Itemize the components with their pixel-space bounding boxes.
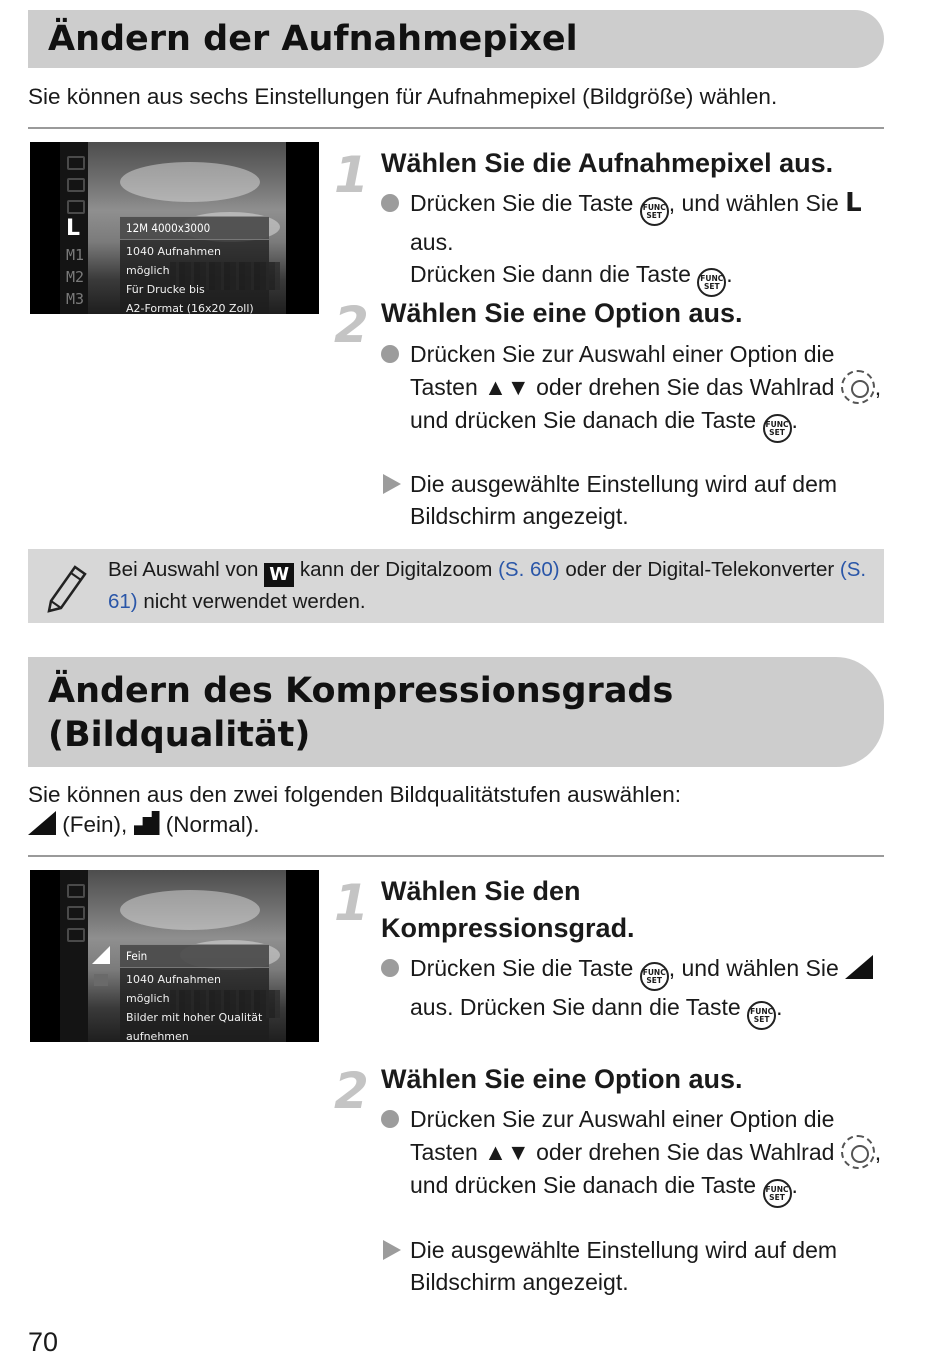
screen-info-box	[120, 216, 269, 314]
wide-size-icon: W	[264, 563, 294, 587]
screen-info-header: Fein	[120, 945, 269, 968]
instruction-bullet	[381, 1103, 890, 1208]
result-bullet	[381, 468, 890, 533]
screen-info-line: aufnehmen	[126, 1030, 189, 1042]
func-set-button-icon: FUNC SET	[747, 1001, 776, 1030]
bullet-icon	[381, 194, 399, 212]
menu-icon	[67, 178, 85, 192]
step-number: 2	[334, 296, 369, 354]
instruction-bullet	[381, 952, 890, 1030]
fine-quality-icon	[845, 955, 873, 979]
step-number: 1	[334, 146, 369, 204]
instruction-text: Drücken Sie zur Auswahl einer Option die Tasten ▲▼ oder drehen Sie das Wahlrad , und drücken Sie danach die Taste FUNC SET .	[410, 1103, 890, 1208]
screen-info-line: 1040 Aufnahmen möglich	[126, 245, 221, 277]
normal-quality-icon	[134, 811, 160, 835]
fine-quality-icon	[92, 946, 110, 964]
instruction-text: Drücken Sie die Taste FUNC SET , und wählen Sie L aus. Drücken Sie dann die Taste FUNC SET .	[410, 187, 890, 297]
bullet-icon	[381, 345, 399, 363]
divider	[28, 855, 884, 857]
step-title: Wählen Sie den Kompressionsgrad.	[381, 876, 635, 943]
step-title: Wählen Sie eine Option aus.	[381, 1064, 743, 1094]
screen-info-body	[120, 240, 269, 314]
page-number: 70	[28, 1327, 59, 1357]
control-dial-icon	[841, 1135, 875, 1169]
instruction-text: Drücken Sie die Taste FUNC SET , und wählen Sie aus. Drücken Sie dann die Taste FUNC SET .	[410, 952, 890, 1030]
page-link[interactable]: (S. 61)	[108, 558, 867, 613]
step-title: Wählen Sie eine Option aus.	[381, 298, 743, 328]
func-set-button-icon: FUNC SET	[763, 414, 792, 443]
bullet-icon	[381, 959, 399, 977]
menu-item: M3	[66, 290, 85, 308]
menu-icon	[67, 200, 85, 214]
instruction-text: Drücken Sie zur Auswahl einer Option die Tasten ▲▼ oder drehen Sie das Wahlrad , und drücken Sie danach die Taste FUNC SET .	[410, 338, 890, 443]
section-intro: Sie können aus den zwei folgenden Bildqualitätstufen auswählen: (Fein), (Normal).	[28, 782, 681, 837]
screen-info-line: Für Drucke bis	[126, 283, 205, 296]
section-intro: Sie können aus sechs Einstellungen für Aufnahmepixel (Bildgröße) wählen.	[28, 84, 778, 109]
menu-icon	[67, 906, 85, 920]
menu-item-selected: L	[66, 216, 81, 241]
menu-item: M1	[66, 246, 85, 264]
camera-screen-image	[30, 142, 319, 314]
result-text: Die ausgewählte Einstellung wird auf dem Bildschirm angezeigt.	[410, 471, 838, 530]
section-header	[28, 10, 884, 68]
result-text: Die ausgewählte Einstellung wird auf dem Bildschirm angezeigt.	[410, 1237, 838, 1296]
screen-info-header: 12M 4000x3000	[120, 217, 269, 240]
menu-item: M2	[66, 268, 85, 286]
screen-info-box	[120, 944, 269, 1042]
cloud	[120, 890, 260, 930]
screen-info-line: Bilder mit hoher Qualität	[126, 1011, 263, 1024]
arrow-bullet-icon	[383, 1240, 401, 1260]
section-header	[28, 657, 884, 767]
bullet-icon	[381, 1110, 399, 1128]
section-title: Ändern der Aufnahmepixel	[48, 19, 578, 59]
screen-info-line: A2-Format (16x20 Zoll)	[126, 302, 254, 314]
func-set-button-icon: FUNC SET	[697, 268, 726, 297]
divider	[28, 127, 884, 129]
func-set-button-icon: FUNC SET	[640, 197, 669, 226]
menu-icon	[67, 884, 85, 898]
control-dial-icon	[841, 370, 875, 404]
screen-info-line: 1040 Aufnahmen möglich	[126, 973, 221, 1005]
step-number: 1	[334, 874, 369, 932]
fine-quality-icon	[28, 811, 56, 835]
note-box	[28, 549, 884, 623]
func-set-button-icon: FUNC SET	[763, 1179, 792, 1208]
pencil-icon	[43, 561, 89, 613]
menu-icon	[67, 156, 85, 170]
result-bullet	[381, 1234, 890, 1299]
page-link[interactable]: (S. 60)	[498, 558, 560, 581]
arrow-bullet-icon	[383, 474, 401, 494]
cloud	[120, 162, 260, 202]
instruction-bullet	[381, 338, 890, 443]
large-size-icon: L	[845, 188, 862, 218]
instruction-bullet	[381, 187, 890, 297]
camera-screen-image	[30, 870, 319, 1042]
step-number: 2	[334, 1062, 369, 1120]
normal-quality-icon	[94, 974, 108, 986]
menu-icon	[67, 928, 85, 942]
func-set-button-icon: FUNC SET	[640, 962, 669, 991]
screen-info-body	[120, 968, 269, 1042]
section-title: Ändern des Kompressionsgrads (Bildqualität)	[48, 671, 674, 755]
note-text: Bei Auswahl von W kann der Digitalzoom (S. 60) oder der Digital-Telekonverter (S. 61) nicht verwendet werden.	[108, 558, 867, 613]
step-title: Wählen Sie die Aufnahmepixel aus.	[381, 148, 834, 178]
